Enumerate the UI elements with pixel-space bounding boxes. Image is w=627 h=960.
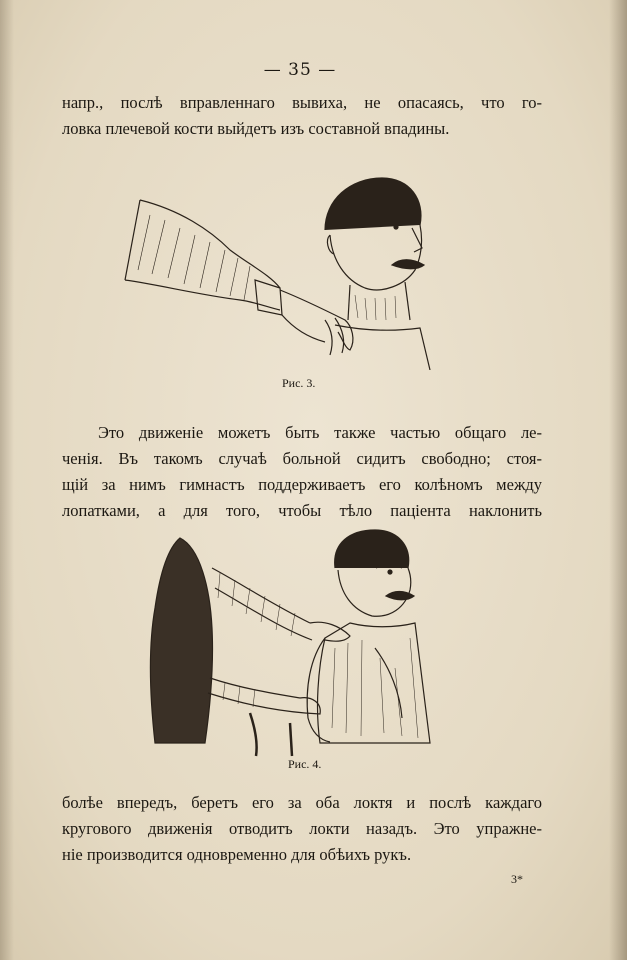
figure-3-caption: Рис. 3. [282, 376, 316, 390]
paragraph-2-line: лопатками, а для того, чтобы тѣло пацiента наклонить [62, 501, 542, 520]
paragraph-3-line: кругового движенія отводитъ локти назадъ. Это упражне- [62, 819, 542, 838]
page-edge-shadow [609, 0, 627, 960]
paragraph-1-line: ловка плечевой кости выйдетъ изъ составной впадины. [62, 119, 450, 138]
figure-4-caption: Рис. 4. [288, 757, 322, 771]
paragraph-3-line: ніе производится одновременно для обѣихъ рукъ. [62, 845, 412, 864]
paragraph-3 [62, 790, 542, 868]
figure-3-illustration [120, 170, 440, 370]
paragraph-2-line: щій за нимъ гимнастъ поддерживаетъ его колѣномъ между [62, 475, 542, 494]
paragraph-2-line: Это движеніе можетъ быть также частью общаго ле- [98, 423, 542, 442]
paragraph-2-line: ченія. Въ такомъ случаѣ больной сидитъ свободно; стоя- [62, 449, 542, 468]
paragraph-3-line: болѣе впередъ, беретъ его за оба локтя и послѣ каждаго [62, 793, 542, 812]
paragraph-1-line: напр., послѣ вправленнаго вывиха, не опасаясь, что го- [62, 93, 542, 112]
signature-mark: 3* [511, 872, 523, 886]
page-number: — 35 — [263, 60, 337, 80]
paragraph-2 [62, 420, 542, 524]
binding-shadow [0, 0, 14, 960]
figure-4-illustration [140, 528, 440, 758]
paragraph-1 [62, 90, 542, 142]
